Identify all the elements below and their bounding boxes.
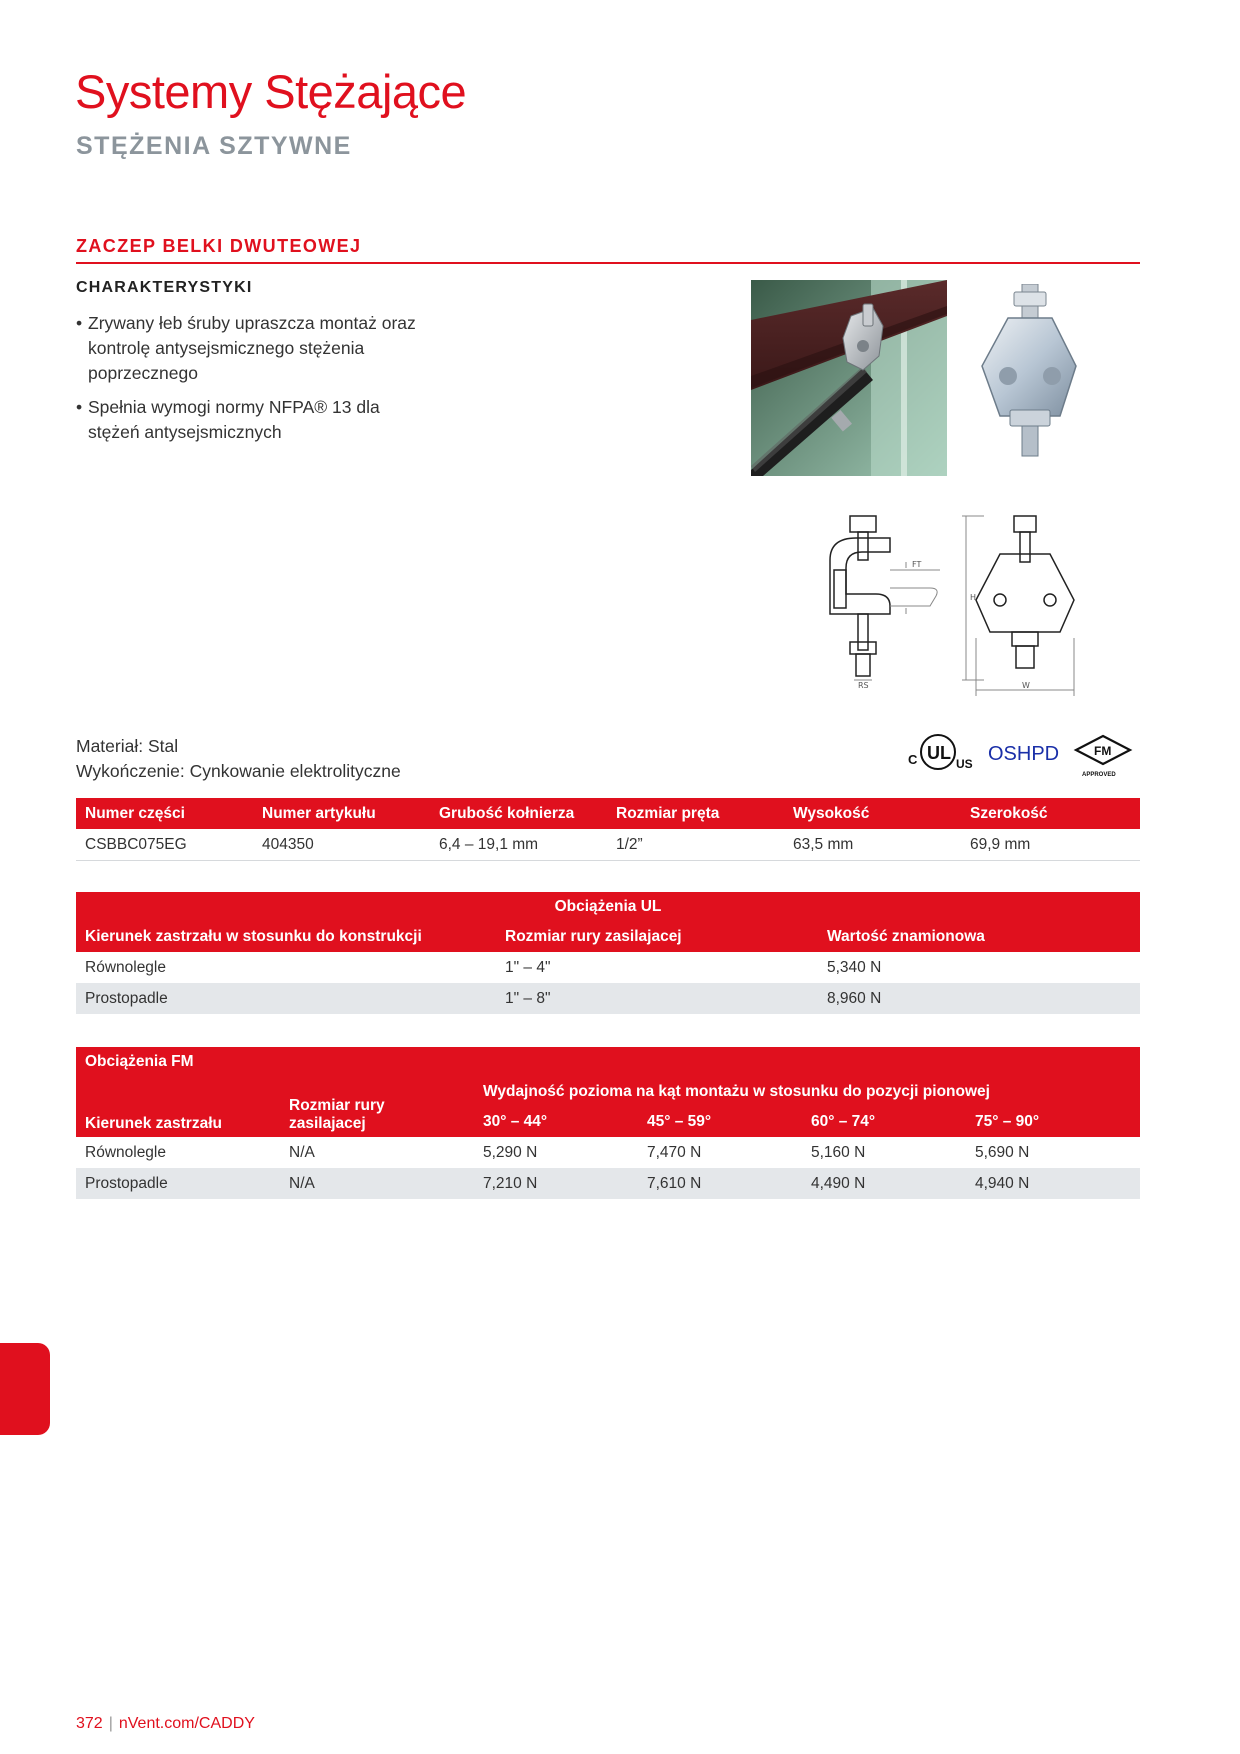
col-header: 75° – 90°: [966, 1107, 1140, 1137]
col-header: Kierunek zastrzału: [76, 1077, 280, 1137]
material-info: [76, 734, 401, 784]
table-row: [76, 983, 1140, 1014]
cell-load: 4,940 N: [966, 1168, 1140, 1199]
page-subtitle: STĘŻENIA SZTYWNE: [76, 132, 352, 160]
table-row: [76, 1168, 1140, 1199]
side-section-tab: [0, 1343, 50, 1435]
material-text: Materiał: Stal: [76, 736, 179, 756]
cell-direction: Prostopadle: [76, 983, 496, 1014]
cell-load: 7,470 N: [647, 1143, 702, 1161]
ul-table-title: Obciążenia UL: [76, 892, 1140, 922]
cell-load: 5,160 N: [811, 1143, 866, 1161]
features-title: CHARAKTERYSTYKI: [76, 279, 253, 296]
page-title: Systemy Stężające: [75, 65, 467, 118]
cell-direction: Równolegle: [85, 958, 166, 976]
table-row: [76, 1137, 1140, 1168]
cell-width: 69,9 mm: [961, 829, 1140, 861]
col-header: Kierunek zastrzału w stosunku do konstrukcji: [76, 922, 496, 952]
cell-load: 5,290 N: [483, 1143, 538, 1161]
cell-direction: Prostopadle: [76, 1168, 280, 1199]
col-header: Rozmiar pręta: [607, 798, 784, 829]
cell-pipe-size: N/A: [280, 1168, 474, 1199]
feature-item: • Spełnia wymogi normy NFPA® 13 dla stężeń antysejsmicznych: [76, 395, 416, 445]
footer-link[interactable]: nVent.com/CADDY: [118, 1715, 255, 1732]
col-header: Wysokość: [784, 798, 961, 829]
col-header: 45° – 59°: [638, 1107, 802, 1137]
cell-load: 7,610 N: [638, 1168, 802, 1199]
dim-label-h: H: [970, 593, 977, 602]
cell-pipe-size: 1" – 8": [496, 983, 818, 1014]
certification-logos: [908, 730, 1138, 780]
col-header: 30° – 44°: [474, 1107, 638, 1137]
installation-photo: [751, 280, 947, 476]
fm-load-table: [76, 1047, 1140, 1199]
cell-direction: Równolegle: [85, 1143, 166, 1161]
feature-item: • Zrywany łeb śruby upraszcza montaż oraz kontrolę antysejsmicznego stężenia poprzecznego: [76, 311, 416, 386]
side-dimension-drawing: [800, 510, 950, 692]
dim-label-ft: FT: [912, 560, 922, 569]
cell-pipe-size: N/A: [289, 1143, 315, 1161]
ul-us: US: [956, 757, 973, 771]
oshpd-logo: OSHPD: [988, 743, 1060, 765]
product-photo: [968, 284, 1088, 464]
features-list: [76, 311, 416, 454]
ul-listed-logo: [908, 735, 973, 771]
col-header: Wartość znamionowa: [818, 922, 1140, 952]
ul-c: C: [908, 752, 918, 767]
ul-mark: UL: [927, 743, 951, 763]
cell-load: 7,210 N: [474, 1168, 638, 1199]
footer-separator: |: [108, 1715, 113, 1732]
cell-flange-thickness: 6,4 – 19,1 mm: [430, 829, 607, 861]
cell-height: 63,5 mm: [784, 829, 961, 861]
product-table: [76, 798, 1140, 861]
col-header: Numer części: [76, 798, 253, 829]
col-header: Numer artykułu: [253, 798, 430, 829]
fm-mark: FM: [1094, 744, 1112, 758]
cell-part-number: CSBBC075EG: [76, 829, 253, 861]
fm-approved-logo: [1076, 736, 1130, 778]
dim-label-w: W: [1022, 681, 1030, 690]
col-header: 60° – 74°: [802, 1107, 966, 1137]
finish-text: Wykończenie: Cynkowanie elektrolityczne: [76, 761, 401, 781]
dim-label-rs: RS: [858, 681, 869, 690]
table-row: [76, 952, 1140, 983]
col-header: Rozmiar rury zasilajacej: [496, 922, 818, 952]
fm-approved-text: APPROVED: [1082, 772, 1116, 778]
cell-load: 5,690 N: [975, 1143, 1030, 1161]
section-title: ZACZEP BELKI DWUTEOWEJ: [76, 236, 1140, 264]
cell-article-number: 404350: [253, 829, 430, 861]
cell-rating: 5,340 N: [827, 958, 882, 976]
col-header: Szerokość: [961, 798, 1140, 829]
col-header: Grubość kołnierza: [430, 798, 607, 829]
footer: [76, 1715, 255, 1733]
ul-load-table: [76, 892, 1140, 1014]
table-row: [76, 829, 1140, 861]
page-number: 372: [76, 1715, 103, 1732]
cell-pipe-size: 1" – 4": [505, 958, 551, 976]
cell-load: 4,490 N: [802, 1168, 966, 1199]
cell-rating: 8,960 N: [818, 983, 1140, 1014]
col-group-header: Wydajność pozioma na kąt montażu w stosunku do pozycji pionowej: [474, 1077, 1140, 1107]
front-dimension-drawing: [960, 510, 1090, 700]
cell-rod-size: 1/2”: [607, 829, 784, 861]
fm-table-title: Obciążenia FM: [76, 1047, 1140, 1077]
col-header: Rozmiar rury zasilajacej: [280, 1077, 474, 1137]
